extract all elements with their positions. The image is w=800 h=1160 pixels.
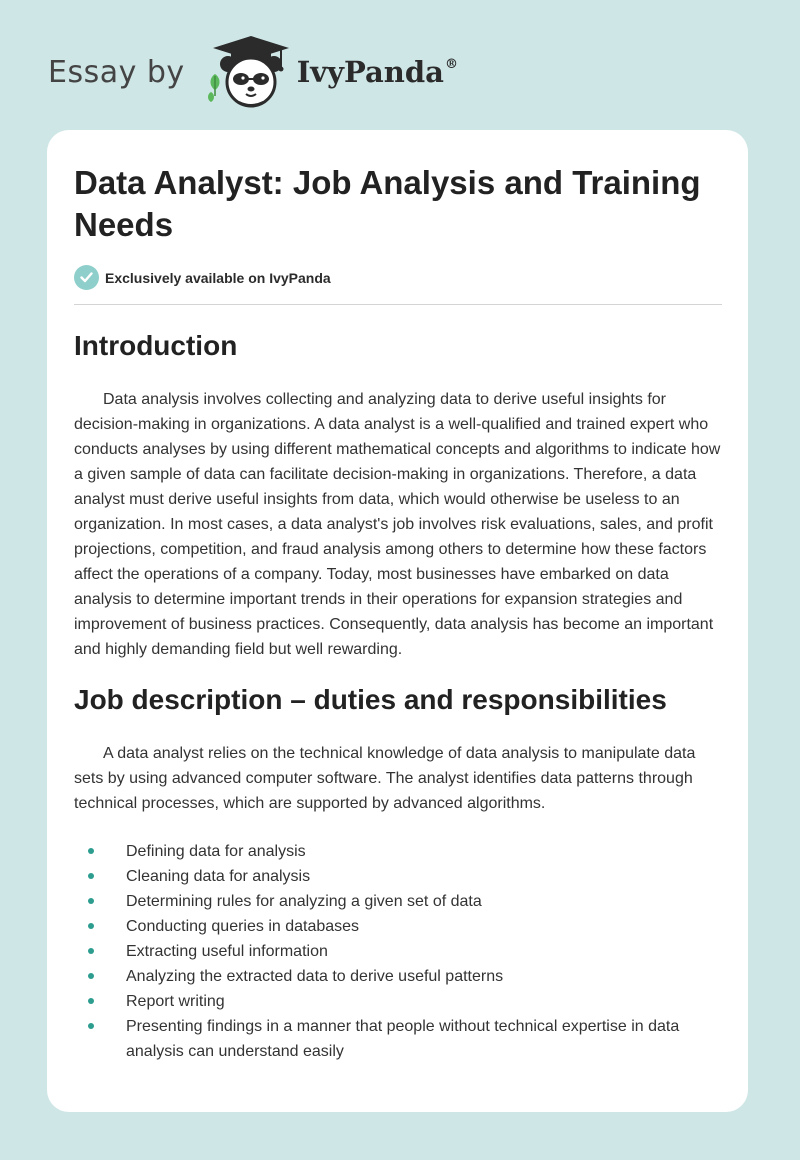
list-item-text: Determining rules for analyzing a given set of data: [126, 893, 482, 910]
list-item: [74, 1014, 722, 1064]
list-item-text: Extracting useful information: [126, 943, 328, 960]
introduction-paragraph: Data analysis involves collecting and analyzing data to derive useful insights for decision-making in organizations. A data analyst is a well-qualified and trained expert who conducts analyses by using different mathematical concepts and algorithms to indicate how a given sample of data can facilitate decision-making in organizations. Therefore, a data analyst must derive useful insights from data, which would otherwise be useless to an organization. In most cases, a data analyst's job involves risk evaluations, sales, and profit projections, competition, and fraud analysis among others to determine how these factors affect the operations of a company. Today, most businesses have embarked on data analysis to determine important trends in their operations for expansion strategies and improvement of business practices. Consequently, data analysis has become an important and highly demanding field but well rewarding.: [74, 391, 721, 658]
list-item-text: Cleaning data for analysis: [126, 868, 311, 885]
list-item-text: Conducting queries in databases: [126, 918, 360, 935]
exclusive-badge: [74, 265, 722, 290]
bullet-icon: [88, 873, 94, 879]
exclusive-badge-text: Exclusively available on IvyPanda: [105, 269, 331, 286]
divider: [74, 304, 722, 305]
list-item: [74, 939, 722, 964]
site-header: [48, 34, 458, 110]
list-item-text: Defining data for analysis: [126, 843, 306, 860]
bullet-icon: [88, 898, 94, 904]
bullet-icon: [88, 848, 94, 854]
bullet-icon: [88, 973, 94, 979]
brand-name[interactable]: [297, 55, 458, 89]
duties-list: [74, 839, 722, 1064]
list-item: [74, 839, 722, 864]
ivypanda-logo-icon[interactable]: [201, 34, 293, 110]
list-item-text: Report writing: [126, 993, 225, 1010]
essay-card: [47, 130, 748, 1112]
bullet-icon: [88, 1023, 94, 1029]
bullet-icon: [88, 998, 94, 1004]
list-item: [74, 889, 722, 914]
job-description-paragraph: A data analyst relies on the technical knowledge of data analysis to manipulate data sets by using advanced computer software. The analyst identifies data patterns through technical processes, which are supported by advanced algorithms.: [74, 745, 696, 812]
page-title: Data Analyst: Job Analysis and Training Needs: [74, 164, 701, 243]
section-heading-job-description: Job description – duties and responsibilities: [74, 684, 667, 715]
brand-name-text: IvyPanda: [296, 55, 444, 89]
checkmark-icon: [74, 265, 99, 290]
list-item: [74, 964, 722, 989]
bullet-icon: [88, 923, 94, 929]
essay-by-label: Essay by: [48, 54, 185, 90]
registered-mark: ®: [444, 57, 458, 72]
list-item: [74, 989, 722, 1014]
list-item: [74, 914, 722, 939]
list-item-text: Presenting findings in a manner that people without technical expertise in data analysis can understand easily: [126, 1018, 680, 1060]
section-heading-introduction: Introduction: [74, 330, 238, 361]
list-item-text: Analyzing the extracted data to derive useful patterns: [126, 968, 504, 985]
bullet-icon: [88, 948, 94, 954]
list-item: [74, 864, 722, 889]
